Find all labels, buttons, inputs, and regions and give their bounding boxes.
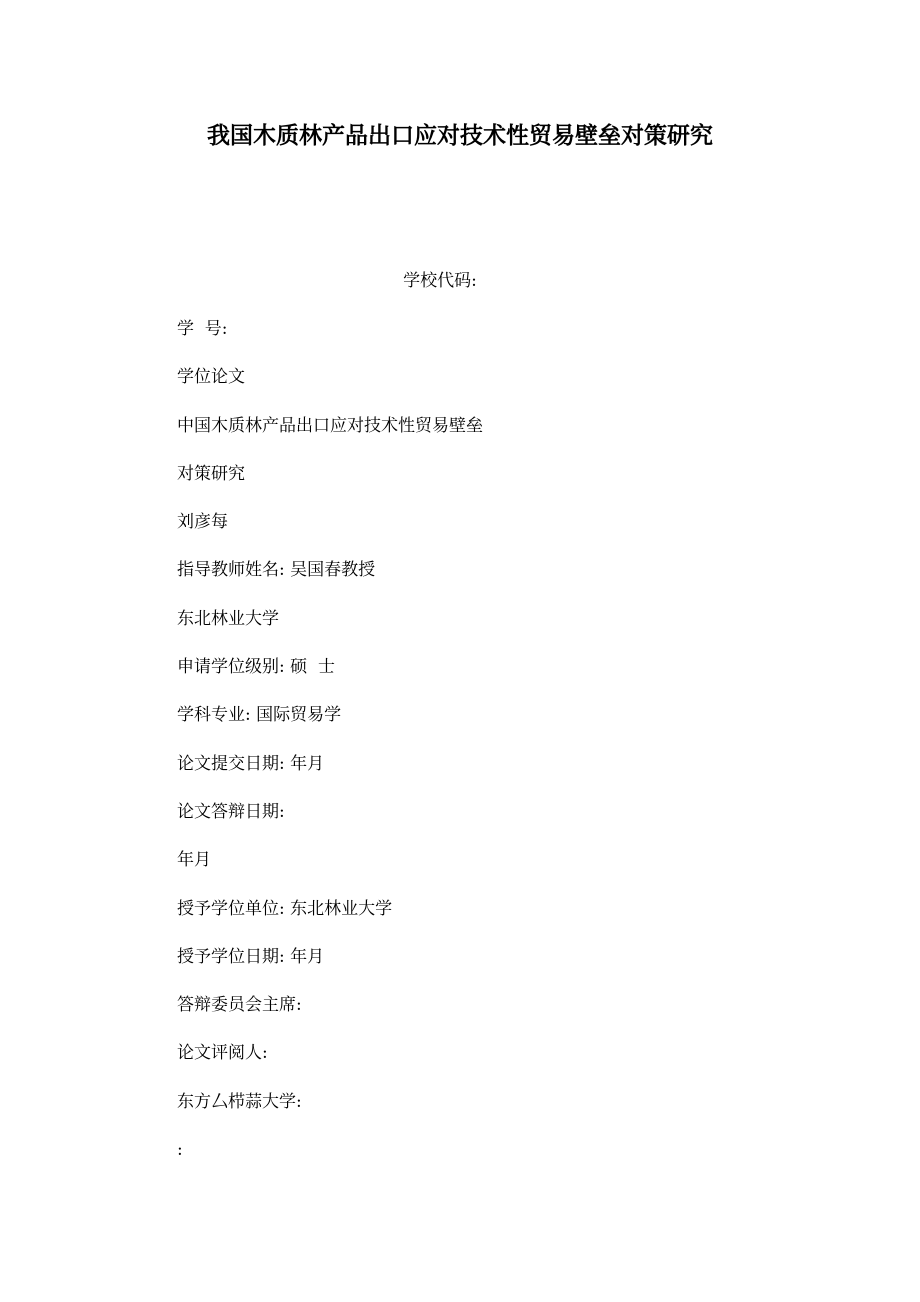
major-line: 学科专业: 国际贸易学 (177, 705, 342, 726)
cover-fields-list (177, 316, 877, 1185)
school-code-label: 学校代码: (403, 271, 477, 291)
defense-date-line: 论文答辩日期: (177, 801, 285, 822)
degree-level-line: 申请学位级别: 硕 士 (177, 657, 335, 678)
institution-line: 东方厶栉蒜大学: (177, 1091, 302, 1112)
submission-date-line: 论文提交日期: 年月 (177, 753, 325, 774)
defense-date-value-line: 年月 (177, 850, 211, 871)
document-title: 我国木质林产品出口应对技术性贸易壁垒对策研究 (207, 122, 713, 149)
degree-granting-date-line: 授予学位日期: 年月 (177, 946, 325, 967)
degree-granting-unit-line: 授予学位单位: 东北林业大学 (177, 898, 393, 919)
thesis-title-line-1: 中国木质林产品出口应对技术性贸易壁垒 (177, 415, 483, 436)
trailing-colon-line: : (177, 1140, 183, 1161)
university-line: 东北林业大学 (177, 608, 279, 629)
degree-thesis-line: 学位论文 (177, 367, 245, 388)
author-name-line: 刘彦每 (177, 512, 228, 533)
thesis-title-line-2: 对策研究 (177, 463, 245, 484)
student-id-line: 学 号: (177, 319, 228, 339)
committee-chair-line: 答辩委员会主席: (177, 995, 302, 1016)
advisor-line: 指导教师姓名: 吴国春教授 (177, 560, 376, 581)
reviewers-line: 论文评阅人: (177, 1043, 268, 1064)
